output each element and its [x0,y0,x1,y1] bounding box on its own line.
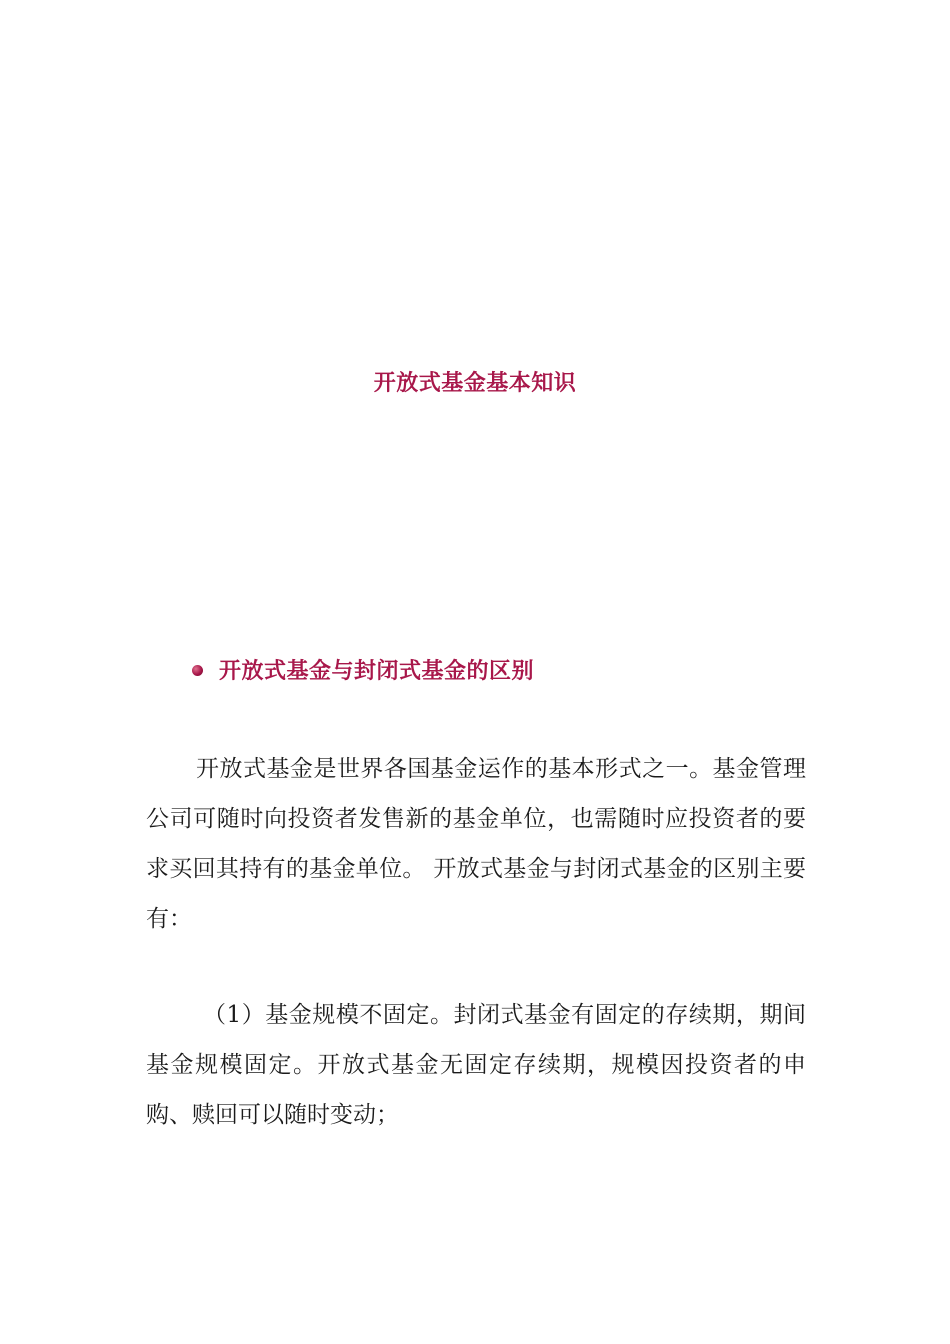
section-heading [192,654,534,685]
body-paragraph-intro: 开放式基金是世界各国基金运作的基本形式之一。基金管理公司可随时向投资者发售新的基金单位，也需随时应投资者的要求买回其持有的基金单位。 开放式基金与封闭式基金的区别主要有： [146,756,806,932]
bullet-icon [192,665,203,676]
section-heading-text: 开放式基金与封闭式基金的区别 [219,658,535,684]
document-title: 开放式基金基本知识 [373,370,577,396]
body-paragraph-point-1: （1）基金规模不固定。封闭式基金有固定的存续期，期间基金规模固定。开放式基金无固定存续期，规模因投资者的申购、赎回可以随时变动； [146,1002,806,1128]
